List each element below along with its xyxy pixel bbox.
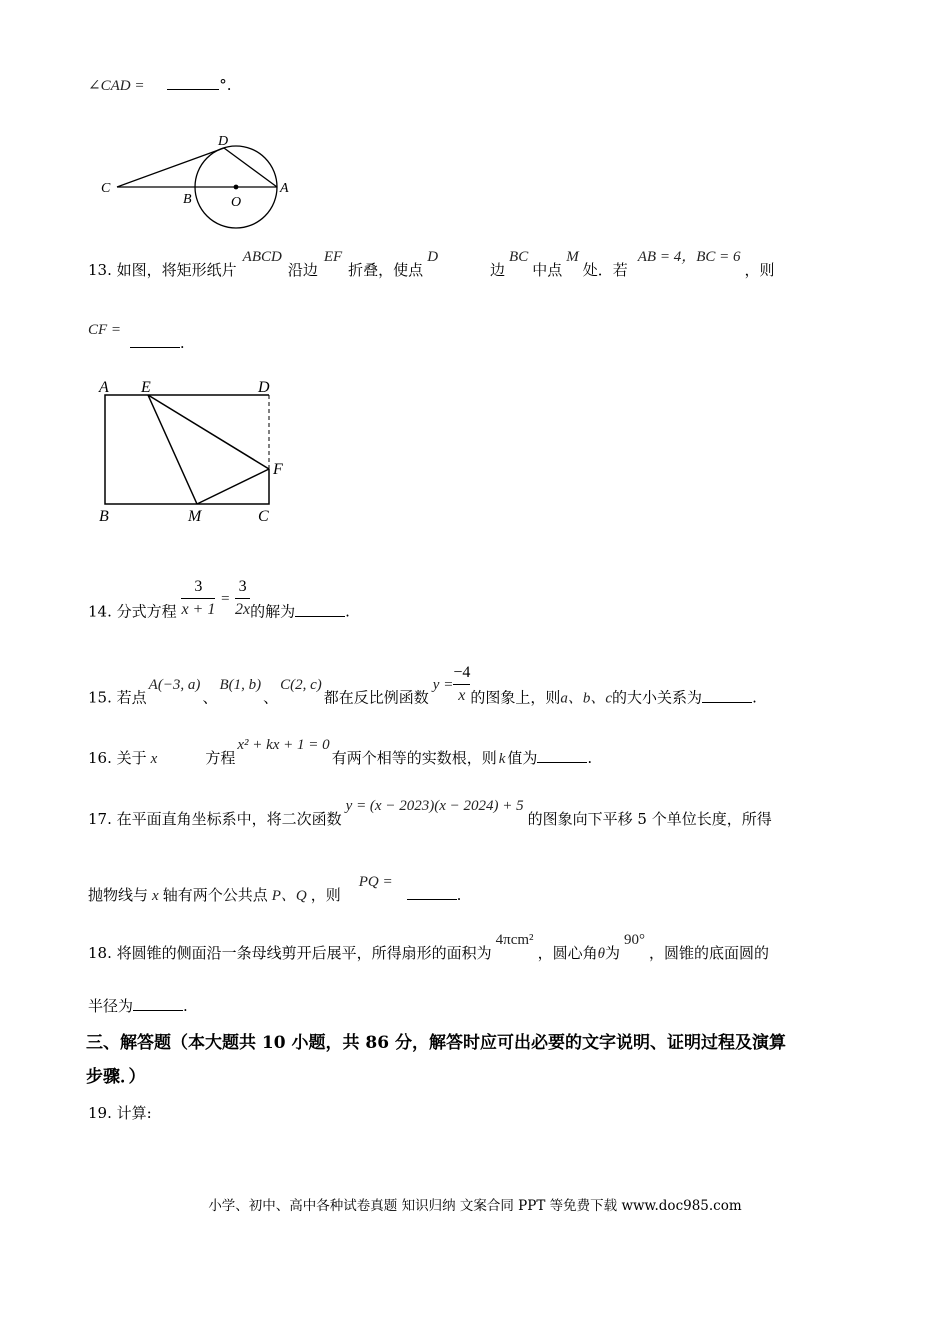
q12-answer-line: ∠CAD = °. <box>88 76 232 94</box>
q14-blank <box>295 616 345 617</box>
q14-fraction-1: $\frac{3}{x + 1}$ <box>181 576 215 621</box>
q15-fraction: $\frac{-4}{x}$ <box>453 662 470 707</box>
page-footer: 小学、初中、高中各种试卷真题 知识归纳 文案合同 PPT 等免费下载 www.doc985.com <box>208 1198 742 1214</box>
question-17: 17. 在平面直角坐标系中，将二次函数y = (x − 2023)(x − 2024) + 5的图象向下平移 5 个单位长度，所得 <box>88 798 772 828</box>
label-e: E <box>141 379 151 396</box>
question-18-line-2: 半径为 . <box>88 997 188 1015</box>
q17-blank <box>407 899 457 900</box>
question-18: 18. 将圆锥的侧面沿一条母线剪开后展平，所得扇形的面积为4πcm²，圆心角θ为90°，圆锥的底面圆的 <box>88 932 769 962</box>
center-dot <box>234 185 239 190</box>
label-c: C <box>101 181 111 196</box>
q14-fraction-2: $\frac{3}{2x}$ <box>235 576 250 621</box>
figure-circle-tangent <box>95 130 305 240</box>
question-14: 14. 分式方程 $\frac{3}{x + 1}$ = $\frac{3}{2x}$ 的解为 . <box>88 578 350 621</box>
question-19: 19. 计算: <box>88 1104 152 1122</box>
label-c: C <box>258 508 269 525</box>
q12-blank <box>167 89 219 90</box>
question-15: 15. 若点A(−3, a)、B(1, b)、C(2, c)都在反比例函数y = $\frac{-4}{x}$ 的图象上，则a、b、c的大小关系为 . <box>88 664 757 707</box>
label-a: A <box>280 181 289 196</box>
question-13: 13. 如图，将矩形纸片ABCD沿边EF折叠，使点D边BC中点M处．若AB = 4，BC = 6，则 <box>88 249 775 279</box>
figure-rectangle-fold <box>95 374 295 528</box>
question-17-line-2: 抛物线与 x 轴有两个公共点 P、Q ，则PQ =. <box>88 874 462 904</box>
section-3-heading-line-2: 步骤．） <box>86 1067 146 1087</box>
label-b: B <box>183 192 192 207</box>
label-b: B <box>99 508 109 525</box>
q12-expression: ∠CAD = <box>88 78 145 94</box>
q13-answer-line: CF = . <box>88 322 185 352</box>
label-f: F <box>273 461 283 478</box>
label-a: A <box>99 379 109 396</box>
q18-blank <box>133 1010 183 1011</box>
label-o: O <box>231 195 242 210</box>
label-d: D <box>218 134 229 149</box>
section-3-heading: 三、解答题（本大题共 10 小题，共 86 分，解答时应可出必要的文字说明、证明过程及演算 <box>86 1033 786 1053</box>
label-d: D <box>258 379 270 396</box>
q13-blank <box>130 347 180 348</box>
label-m: M <box>188 508 202 525</box>
q15-blank <box>702 702 752 703</box>
question-16: 16. 关于 x 方程x² + kx + 1 = 0有两个相等的实数根，则 k 值为 . <box>88 737 593 767</box>
q16-blank <box>537 762 587 763</box>
q13-cf: CF = <box>88 322 122 338</box>
